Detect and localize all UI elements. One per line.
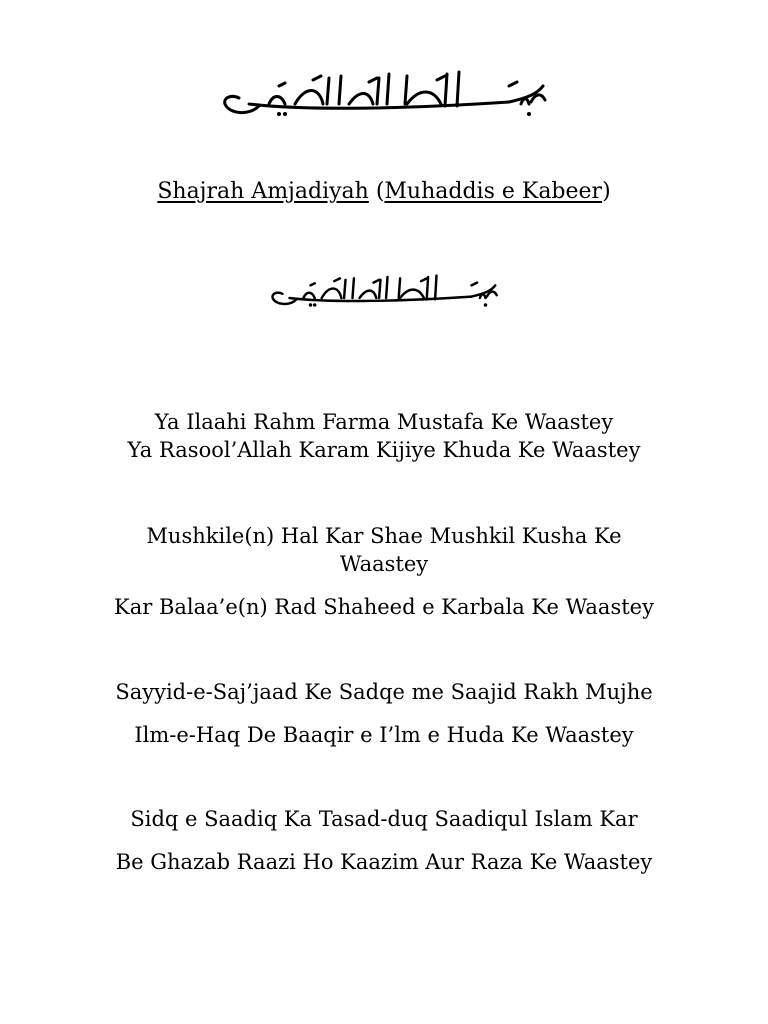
verse-line-4: Kar Balaa’e(n) Rad Shaheed e Karbala Ke Waastey xyxy=(114,595,654,619)
bismillah-calligraphy-icon xyxy=(209,64,559,124)
title-main: Shajrah Amjadiyah xyxy=(157,179,369,204)
title-subtitle: Muhaddis e Kabeer xyxy=(384,179,603,204)
verse-line-1: Ya Ilaahi Rahm Farma Mustafa Ke Waastey xyxy=(154,410,614,434)
verse-line-5: Sayyid-e-Saj’jaad Ke Sadqe me Saajid Rakh Mujhe xyxy=(115,680,653,704)
verse-line-8: Be Ghazab Raazi Ho Kaazim Aur Raza Ke Waastey xyxy=(115,850,653,874)
verse-line-2: Ya Rasool’Allah Karam Kijiye Khuda Ke Waastey xyxy=(127,438,641,462)
bismillah-calligraphy-top xyxy=(0,64,768,124)
verse-line-3: Mushkile(n) Hal Kar Shae Mushkil Kusha Ke Waastey xyxy=(146,524,622,576)
bismillah-calligraphy-second xyxy=(0,270,768,312)
title-close-paren: ) xyxy=(602,179,611,204)
verse-line-6: Ilm-e-Haq De Baaqir e I’lm e Huda Ke Waastey xyxy=(134,723,634,747)
verse-line-7: Sidq e Saadiq Ka Tasad-duq Saadiqul Islam Kar xyxy=(130,807,638,831)
bismillah-calligraphy-icon xyxy=(259,270,509,312)
title-open-paren: ( xyxy=(368,179,385,204)
document-title xyxy=(0,178,768,206)
